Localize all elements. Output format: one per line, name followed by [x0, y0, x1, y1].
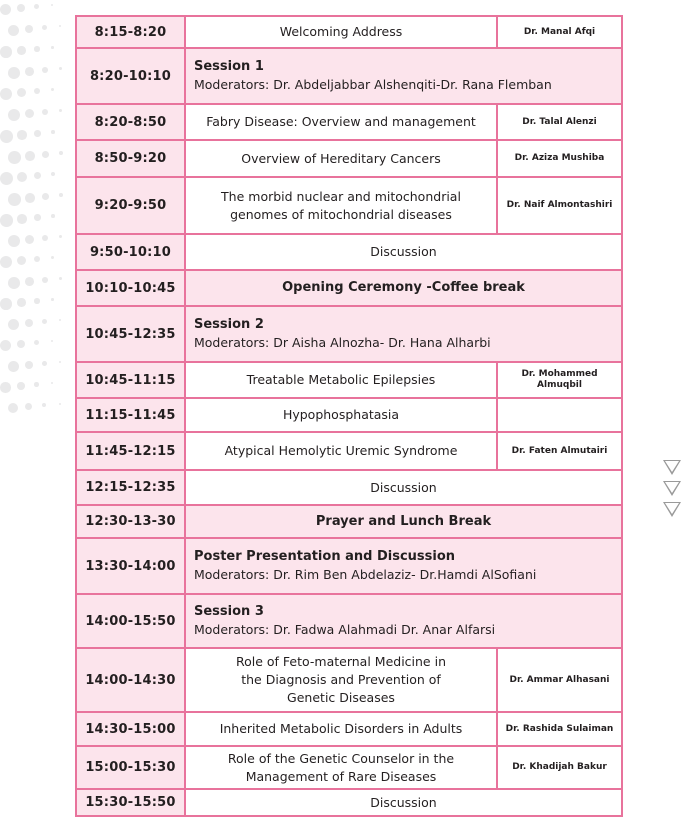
speaker-line: Almuqbil	[537, 380, 582, 390]
decorative-dot	[34, 46, 40, 52]
moderators: Moderators: Dr. Rim Ben Abdelaziz- Dr.Hamdi AlSofiani	[194, 567, 537, 582]
decorative-dot	[51, 298, 54, 301]
session-title: Poster Presentation and Discussion	[194, 549, 456, 564]
decorative-dot	[34, 382, 39, 387]
time-cell: 10:45-12:35	[77, 307, 186, 361]
decorative-dot	[51, 4, 53, 6]
decorative-dot	[0, 130, 13, 143]
decorative-dot	[8, 109, 20, 121]
title-cell: Hypophosphatasia	[282, 407, 400, 422]
decorative-dot	[34, 4, 39, 9]
decorative-dot	[51, 340, 53, 342]
decorative-dot	[17, 130, 27, 140]
decorative-dot	[34, 88, 40, 94]
decorative-dot	[51, 88, 54, 91]
decorative-dot	[17, 298, 26, 307]
decorative-dot	[51, 130, 55, 134]
time-cell: 8:20-10:10	[77, 49, 186, 103]
title-line: Role of Feto-maternal Medicine in	[235, 654, 446, 669]
decorative-dot	[42, 109, 48, 115]
decorative-dot	[25, 67, 34, 76]
speaker-cell	[496, 363, 621, 397]
session-title: Session 1	[194, 59, 264, 74]
decorative-dot	[25, 277, 34, 286]
speaker-cell: Dr. Faten Almutairi	[496, 433, 621, 469]
decorative-dot	[51, 46, 54, 49]
decorative-dot	[59, 319, 61, 321]
decorative-dot	[51, 172, 55, 176]
decorative-dot	[42, 403, 46, 407]
title-cell	[186, 178, 496, 233]
table-row	[77, 235, 621, 271]
decorative-dot	[17, 172, 27, 182]
decorative-dot	[25, 25, 33, 33]
decorative-dot	[25, 109, 34, 118]
decorative-dot	[17, 46, 26, 55]
time-cell: 8:15-8:20	[77, 17, 186, 47]
decorative-dot	[42, 25, 47, 30]
decorative-dot	[8, 277, 20, 289]
time-cell: 15:30-15:50	[77, 790, 186, 815]
decorative-dot	[59, 25, 61, 27]
decorative-dot	[34, 298, 40, 304]
session-cell	[186, 307, 621, 361]
session-row	[77, 307, 621, 363]
decorative-dot	[51, 214, 55, 218]
session-title: Session 2	[194, 317, 264, 332]
title-cell	[186, 747, 496, 788]
decorative-dot	[0, 214, 13, 227]
session-title: Session 3	[194, 604, 264, 619]
decorative-dot	[51, 382, 53, 384]
decorative-dot	[0, 46, 12, 58]
decorative-dot	[42, 151, 49, 158]
decorative-dot	[0, 298, 12, 310]
decorative-dot	[51, 256, 54, 259]
decorative-dot	[25, 151, 35, 161]
speaker-cell: Dr. Talal Alenzi	[496, 105, 621, 139]
decorative-dot	[25, 361, 33, 369]
time-cell: 14:00-14:30	[77, 649, 186, 711]
title-line: Management of Rare Diseases	[245, 768, 437, 784]
decorative-dot	[42, 277, 48, 283]
time-cell: 14:30-15:00	[77, 713, 186, 745]
time-cell: 11:45-12:15	[77, 433, 186, 469]
session-cell	[186, 49, 621, 103]
decorative-dot	[34, 172, 41, 179]
title-line: The morbid nuclear and mitochondrial	[221, 188, 461, 204]
table-row	[77, 790, 621, 815]
title-line: Role of the Genetic Counselor in the	[227, 750, 455, 766]
table-row	[77, 363, 621, 399]
decorative-dot	[42, 193, 49, 200]
decorative-dot	[17, 382, 25, 390]
table-row	[77, 713, 621, 747]
title-cell: Atypical Hemolytic Uremic Syndrome	[224, 443, 458, 458]
time-cell: 9:50-10:10	[77, 235, 186, 269]
time-cell: 13:30-14:00	[77, 539, 186, 593]
decorative-dot	[17, 214, 27, 224]
decorative-dot	[0, 88, 12, 100]
table-row	[77, 141, 621, 178]
decorative-dot	[0, 382, 11, 393]
decorative-dot	[8, 151, 21, 164]
time-cell: 9:20-9:50	[77, 178, 186, 233]
decorative-dot	[25, 235, 34, 244]
time-cell: 15:00-15:30	[77, 747, 186, 788]
decorative-dot	[59, 277, 62, 280]
decorative-dot	[17, 256, 26, 265]
session-row	[77, 49, 621, 105]
decorative-dot	[8, 67, 20, 79]
triangle-down-icon	[663, 502, 681, 517]
time-cell: 10:10-10:45	[77, 271, 186, 305]
table-row	[77, 471, 621, 506]
triangle-down-icon	[663, 481, 681, 496]
decorative-dot	[0, 340, 11, 351]
time-cell: 14:00-15:50	[77, 595, 186, 647]
decorative-dot	[25, 403, 32, 410]
speaker-cell	[496, 399, 621, 431]
time-cell: 8:20-8:50	[77, 105, 186, 139]
schedule-table	[75, 15, 623, 817]
title-cell	[186, 649, 496, 711]
decorative-dot-pattern	[0, 0, 70, 420]
time-cell: 10:45-11:15	[77, 363, 186, 397]
decorative-dot	[25, 319, 33, 327]
speaker-cell: Dr. Khadijah Bakur	[496, 747, 621, 788]
decorative-dot	[42, 361, 47, 366]
break-row	[77, 271, 621, 307]
decorative-dot	[8, 193, 21, 206]
title-cell: Fabry Disease: Overview and management	[206, 114, 476, 129]
break-row	[77, 506, 621, 539]
title-cell: Overview of Hereditary Cancers	[241, 150, 441, 166]
time-cell: 8:50-9:20	[77, 141, 186, 176]
table-row	[77, 649, 621, 713]
title-cell: Opening Ceremony -Coffee break	[186, 271, 621, 305]
time-cell: 11:15-11:45	[77, 399, 186, 431]
table-row	[77, 17, 621, 49]
decorative-dot	[59, 109, 62, 112]
session-row	[77, 595, 621, 649]
title-line: the Diagnosis and Prevention of	[241, 672, 441, 687]
decorative-dot	[25, 193, 35, 203]
decorative-dot	[59, 235, 62, 238]
time-cell: 12:30-13-30	[77, 506, 186, 537]
decorative-dot	[59, 361, 61, 363]
decorative-dot	[34, 214, 41, 221]
title-cell: Treatable Metabolic Epilepsies	[246, 372, 436, 387]
moderators: Moderators: Dr. Fadwa Alahmadi Dr. Anar Alfarsi	[194, 622, 496, 637]
decorative-dot	[59, 151, 63, 155]
decorative-dot	[42, 319, 47, 324]
session-cell	[186, 539, 621, 593]
decorative-dot	[0, 4, 11, 15]
title-cell: Inherited Metabolic Disorders in Adults	[219, 721, 463, 736]
title-cell: Discussion	[370, 479, 437, 495]
title-cell: Discussion	[370, 794, 437, 810]
decorative-dot	[34, 130, 41, 137]
decorative-dot	[17, 88, 26, 97]
title-line: Genetic Diseases	[287, 690, 395, 705]
decorative-dot	[8, 319, 19, 330]
moderators: Moderators: Dr Aisha Alnozha- Dr. Hana Alharbi	[194, 335, 491, 350]
table-row	[77, 105, 621, 141]
table-row	[77, 747, 621, 790]
decorative-dot	[8, 403, 18, 413]
title-cell: Welcoming Address	[279, 24, 403, 39]
table-row	[77, 399, 621, 433]
table-row	[77, 178, 621, 235]
time-cell: 12:15-12:35	[77, 471, 186, 504]
decorative-dot	[0, 256, 12, 268]
triangle-down-icon	[663, 460, 681, 475]
session-row	[77, 539, 621, 595]
moderators: Moderators: Dr. Abdeljabbar Alshenqiti-Dr. Rana Flemban	[194, 77, 552, 92]
speaker-cell: Dr. Naif Almontashiri	[496, 178, 621, 233]
decorative-dot	[34, 256, 40, 262]
speaker-cell: Dr. Manal Afqi	[496, 17, 621, 47]
decorative-dot	[8, 25, 19, 36]
session-cell	[186, 595, 621, 647]
speaker-cell: Dr. Aziza Mushiba	[496, 141, 621, 176]
title-line: genomes of mitochondrial diseases	[230, 206, 452, 222]
title-cell: Prayer and Lunch Break	[186, 506, 621, 537]
decorative-dot	[59, 193, 63, 197]
speaker-line: Dr. Mohammed	[521, 369, 598, 379]
decorative-dot	[8, 235, 20, 247]
decorative-dot	[17, 340, 25, 348]
speaker-cell: Dr. Rashida Sulaiman	[496, 713, 621, 745]
decorative-dot	[59, 67, 62, 70]
decorative-dot	[17, 4, 25, 12]
speaker-cell: Dr. Ammar Alhasani	[496, 649, 621, 711]
decorative-dot	[34, 340, 39, 345]
decorative-dot	[42, 235, 48, 241]
title-cell: Discussion	[370, 244, 437, 259]
decorative-dot	[8, 361, 19, 372]
decorative-dot	[59, 403, 61, 405]
table-row	[77, 433, 621, 471]
decorative-dot	[42, 67, 48, 73]
decorative-dot	[0, 172, 13, 185]
